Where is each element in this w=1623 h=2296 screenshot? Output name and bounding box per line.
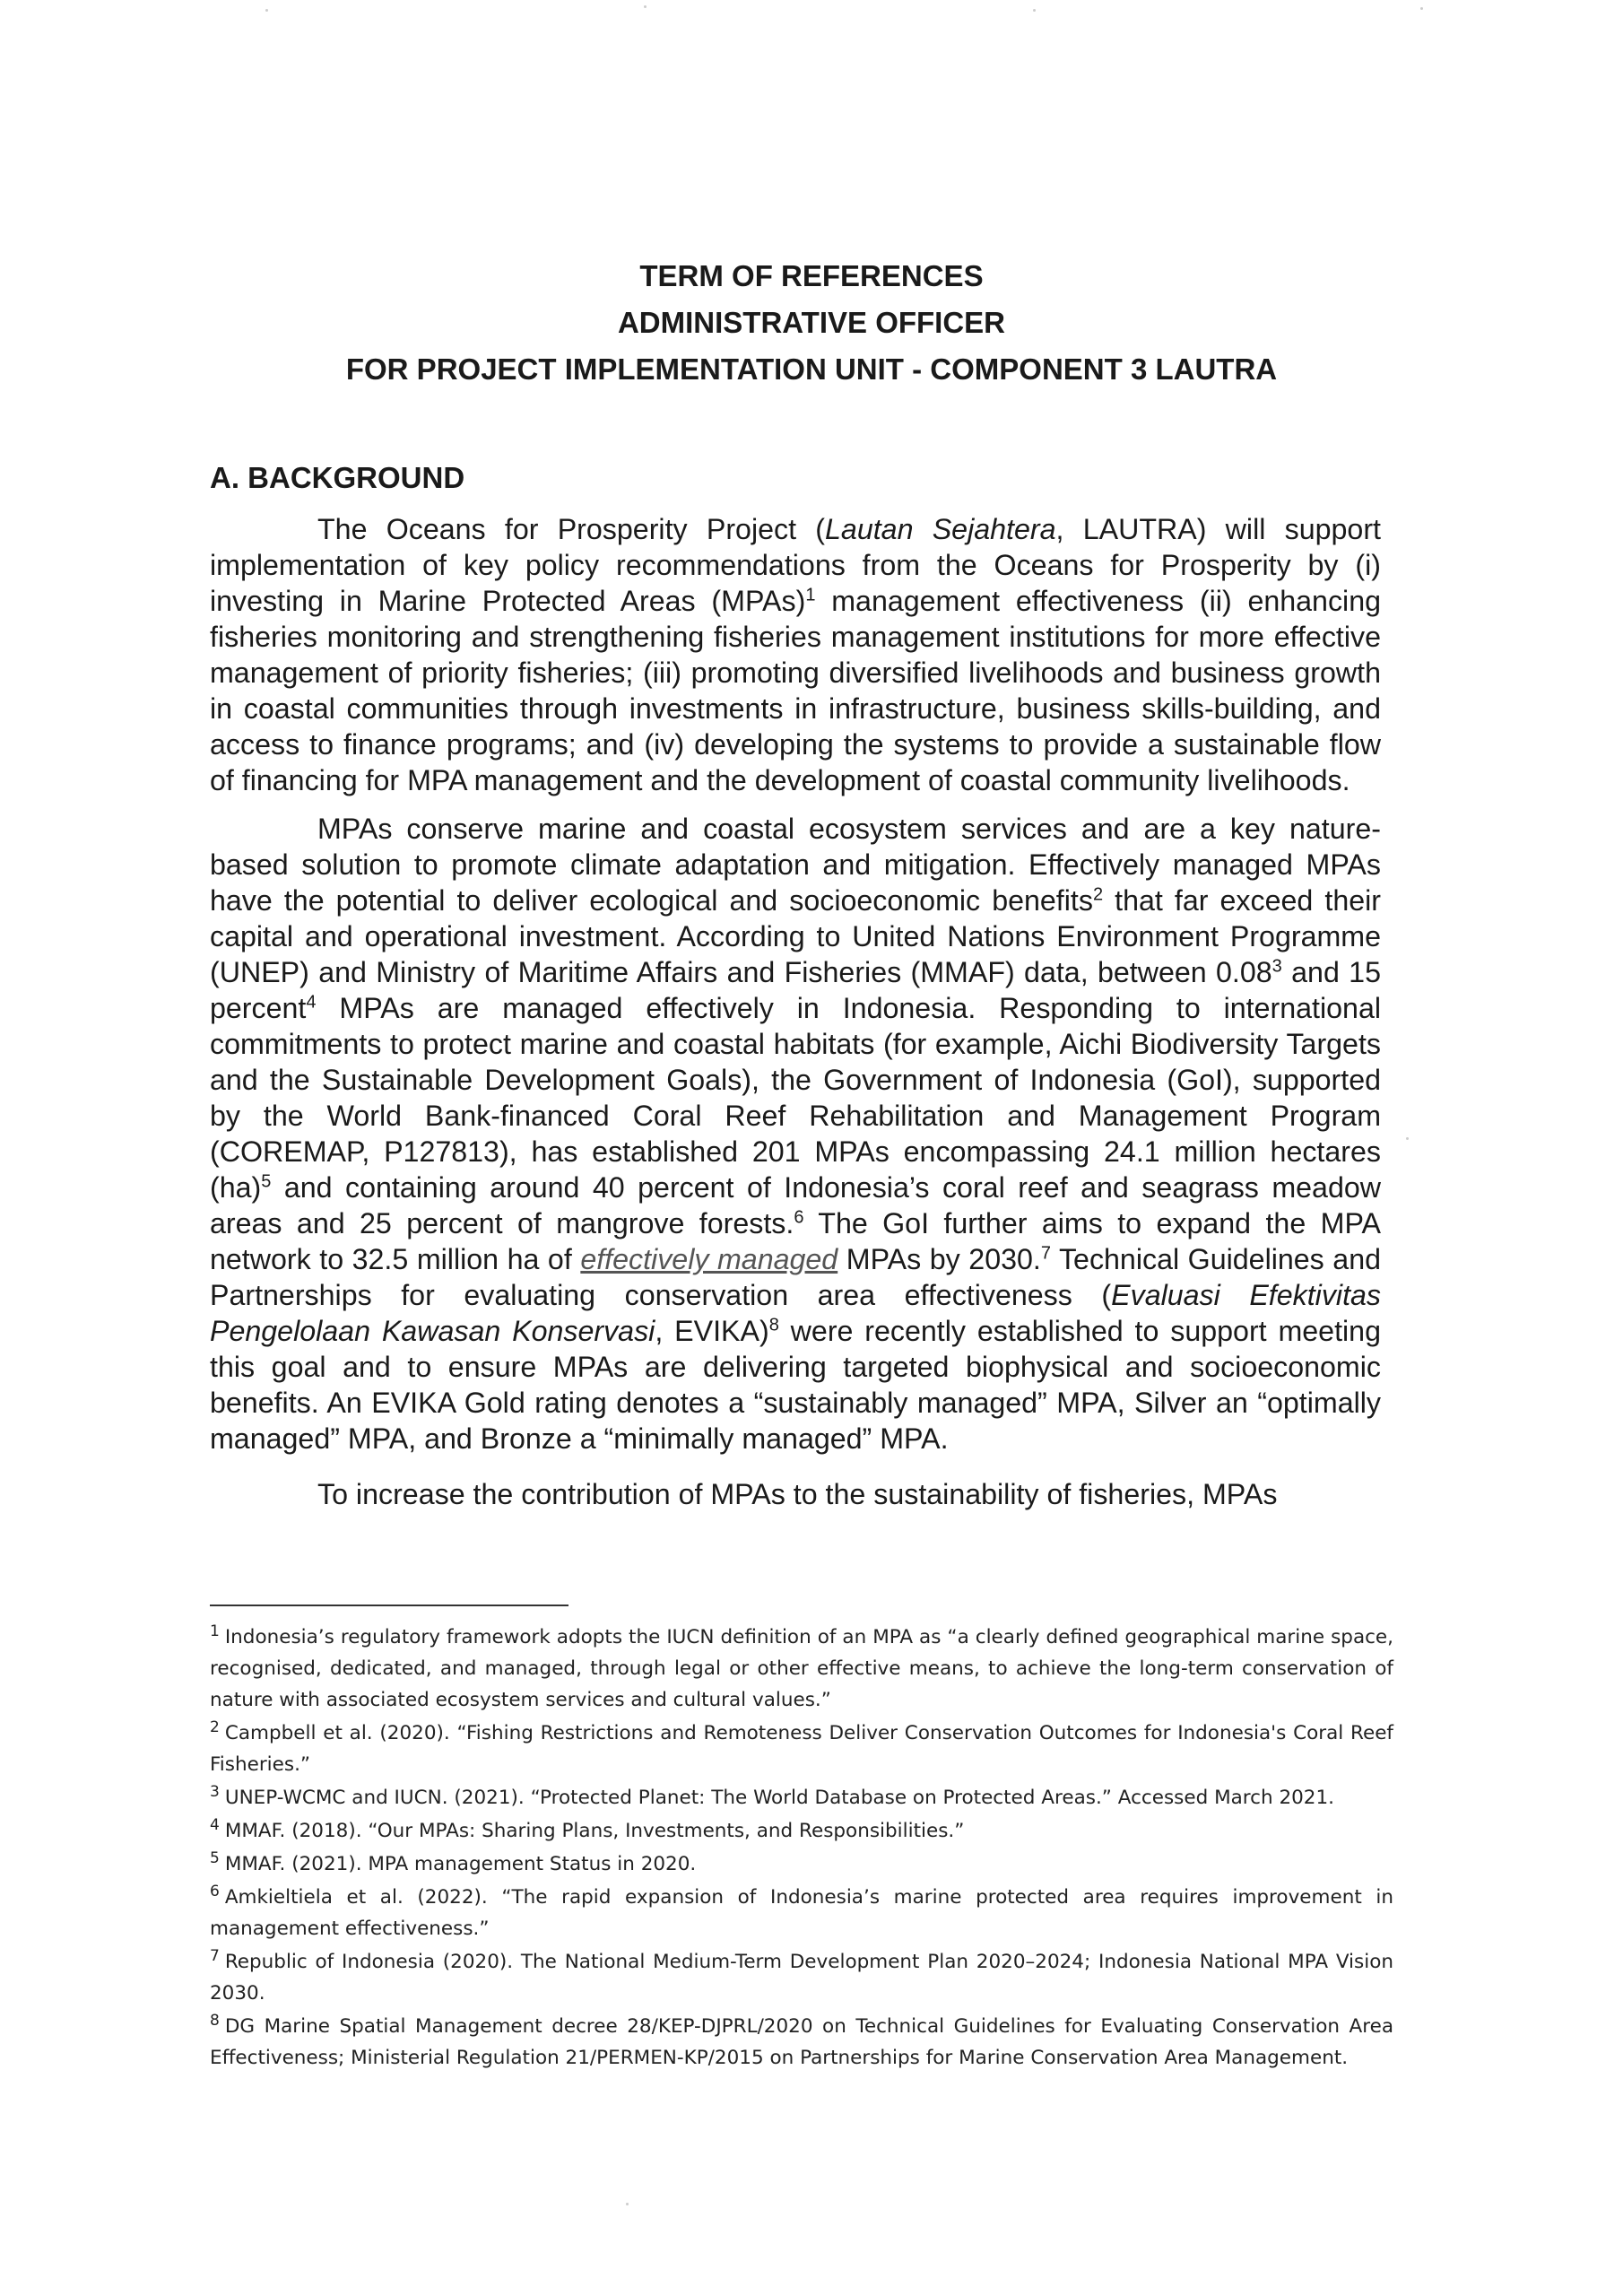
title-line-1: TERM OF REFERENCES — [639, 259, 984, 292]
body-text — [210, 511, 1381, 1525]
footnote-number: 5 — [210, 1848, 220, 1867]
footnote-ref-5: 5 — [261, 1171, 272, 1192]
p2-text: and containing around 40 percent of Indonesia’s coral reef and seagrass meadow areas and 25 percent of mangrove forests. — [210, 1171, 1381, 1239]
p1-text: management effectiveness (ii) enhancing fisheries monitoring and strengthening fisheries management institutions for more effective management of priority fisheries; (iii) promoting diversified livelihoods and business growth in coastal communities through investments in infrastructure, business skills-building, and access to finance programs; and (iv) developing the systems to provide a sustainable flow of financing for MPA management and the development of coastal community livelihoods. — [210, 585, 1381, 796]
footnote-ref-2: 2 — [1092, 884, 1104, 905]
paragraph-1 — [210, 511, 1381, 798]
footnote-5 — [210, 1848, 1393, 1880]
scan-speck — [644, 5, 647, 8]
footnote-2 — [210, 1718, 1393, 1780]
footnote-text: Republic of Indonesia (2020). The National Medium-Term Development Plan 2020–2024; Indonesia National MPA Vision 2030. — [210, 1951, 1393, 2005]
footnote-text: Indonesia’s regulatory framework adopts the IUCN definition of an MPA as “a clearly defined geographical marine space, recognised, dedicated, and managed, through legal or other effective means, to achieve the long-term conservation of nature with associated ecosystem services and cultural values.” — [210, 1626, 1393, 1711]
footnote-text: MMAF. (2018). “Our MPAs: Sharing Plans, Investments, and Responsibilities.” — [224, 1820, 965, 1842]
scan-speck — [626, 2203, 629, 2205]
p2-text: were recently established to support meeting this goal and to ensure MPAs are delivering targeted biophysical and socioeconomic benefits. An EVIKA Gold rating denotes a “sustainably managed” MPA, Silver an “optimally managed” MPA, and Bronze a “minimally managed” MPA. — [210, 1315, 1381, 1455]
p1-italic-term: Lautan Sejahtera — [825, 513, 1056, 545]
p2-text: that far exceed their capital and operational investment. According to United Nations Environment Programme (UNEP) and Ministry of Maritime Affairs and Fisheries (MMAF) data, between 0.08 — [210, 884, 1381, 988]
paragraph-2 — [210, 811, 1381, 1457]
title-line-2: ADMINISTRATIVE OFFICER — [617, 306, 1006, 339]
document-title — [0, 253, 1623, 393]
footnote-1 — [210, 1622, 1393, 1716]
footnote-number: 8 — [210, 2011, 220, 2030]
footnote-4 — [210, 1815, 1393, 1847]
footnote-number: 4 — [210, 1815, 220, 1834]
p1-text: The Oceans for Prosperity Project ( — [317, 513, 826, 545]
footnote-3 — [210, 1782, 1393, 1813]
footnote-text: Campbell et al. (2020). “Fishing Restrictions and Remoteness Deliver Conservation Outcomes for Indonesia's Coral Reef Fisheries.” — [210, 1722, 1393, 1776]
footnote-number: 7 — [210, 1946, 220, 1965]
p2-text: and 15 percent — [210, 956, 1381, 1024]
footnote-number: 2 — [210, 1718, 220, 1736]
paragraph-3 — [210, 1476, 1381, 1512]
footnote-number: 1 — [210, 1622, 220, 1640]
p3-text: To increase the contribution of MPAs to the sustainability of fisheries, MPAs — [317, 1478, 1278, 1510]
footnote-ref-3: 3 — [1271, 956, 1282, 977]
footnote-number: 3 — [210, 1782, 220, 1801]
footnote-text: MMAF. (2021). MPA management Status in 2020. — [224, 1853, 697, 1875]
underlined-term-link[interactable]: effectively managed — [580, 1243, 838, 1275]
footnote-7 — [210, 1946, 1393, 2009]
footnote-ref-6: 6 — [794, 1207, 804, 1228]
footnote-text: DG Marine Spatial Management decree 28/KEP-DJPRL/2020 on Technical Guidelines for Evaluating Conservation Area Effectiveness; Ministerial Regulation 21/PERMEN-KP/2015 on Partnerships for Marine Conservation Area Management. — [210, 2015, 1393, 2069]
scan-speck — [1033, 9, 1036, 12]
scan-speck — [1420, 7, 1423, 10]
p2-italic-term: Evaluasi Efektivitas Pengelolaan Kawasan Konservasi — [210, 1279, 1382, 1347]
footnote-text: UNEP-WCMC and IUCN. (2021). “Protected Planet: The World Database on Protected Areas.” Accessed March 2021. — [224, 1787, 1334, 1809]
footnote-8 — [210, 2011, 1393, 2074]
p2-text: , EVIKA) — [655, 1315, 769, 1347]
p2-text: MPAs conserve marine and coastal ecosystem services and are a key nature-based solution to promote climate adaptation and mitigation. Effectively managed MPAs have the potential to deliver ecological and socioeconomic benefits — [210, 813, 1381, 917]
scan-speck — [1406, 1137, 1409, 1140]
p2-text: Technical Guidelines and Partnerships for evaluating conservation area effectiveness ( — [210, 1243, 1382, 1311]
section-heading-background: A. BACKGROUND — [210, 461, 465, 494]
p2-text: MPAs are managed effectively in Indonesia. Responding to international commitments to protect marine and coastal habitats (for example, Aichi Biodiversity Targets and the Sustainable Development Goals), the Government of Indonesia (GoI), supported by the World Bank-financed Coral Reef Rehabilitation and Management Program (COREMAP, P127813), has established 201 MPAs encompassing 24.1 million hectares (ha) — [210, 992, 1381, 1204]
footnote-ref-8: 8 — [768, 1315, 779, 1335]
footnote-ref-4: 4 — [306, 992, 317, 1013]
footnote-separator — [210, 1605, 568, 1606]
p1-text: , LAUTRA) will support implementation of key policy recommendations from the Oceans for Prosperity by (i) investing in Marine Protected Areas (MPAs) — [210, 513, 1381, 617]
scan-speck — [265, 9, 268, 12]
footnote-ref-7: 7 — [1040, 1243, 1051, 1264]
p2-text: MPAs by 2030. — [838, 1243, 1041, 1275]
footnote-6 — [210, 1882, 1393, 1944]
p2-text: The GoI further aims to expand the MPA network to 32.5 million ha of — [210, 1207, 1381, 1275]
footnote-number: 6 — [210, 1882, 220, 1900]
footnote-text: Amkieltiela et al. (2022). “The rapid expansion of Indonesia’s marine protected area requires improvement in management effectiveness.” — [210, 1886, 1393, 1940]
footnote-ref-1: 1 — [805, 585, 816, 605]
title-line-3: FOR PROJECT IMPLEMENTATION UNIT - COMPONENT 3 LAUTRA — [345, 352, 1278, 386]
footnotes — [210, 1622, 1393, 2075]
